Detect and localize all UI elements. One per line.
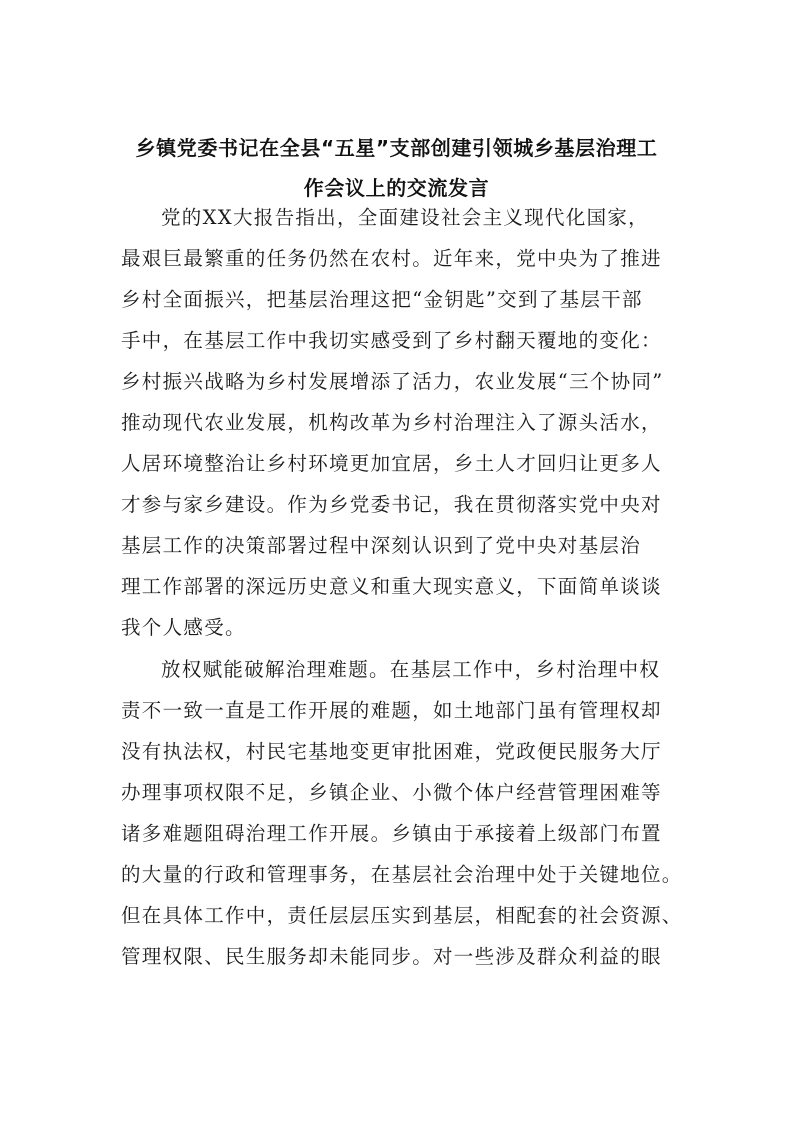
paragraph-1-line-4: 手中，在基层工作中我切实感受到了乡村翻天覆地的变化：	[121, 329, 662, 352]
paragraph-2-line-8: 管理权限、民生服务却未能同步。对一些涉及群众利益的眼	[121, 945, 662, 968]
paragraph-1-line-1: 党的XX大报告指出，全面建设社会主义现代化国家，	[161, 206, 649, 229]
paragraph-1-line-5: 乡村振兴战略为乡村发展增添了活力，农业发展“三个协同”	[121, 370, 664, 393]
paragraph-2-line-6: 的大量的行政和管理事务，在基层社会治理中处于关键地位。	[121, 863, 683, 886]
paragraph-1-line-3: 乡村全面振兴，把基层治理这把“金钥匙”交到了基层干部	[121, 288, 643, 311]
paragraph-1-line-9: 基层工作的决策部署过程中深刻认识到了党中央对基层治	[121, 534, 642, 557]
paragraph-2-line-7: 但在具体工作中，责任层层压实到基层，相配套的社会资源、	[121, 904, 683, 927]
paragraph-1-line-10: 理工作部署的深远历史意义和重大现实意义，下面简单谈谈	[121, 575, 662, 598]
paragraph-1-line-7: 人居环境整治让乡村环境更加宜居，乡土人才回归让更多人	[121, 452, 662, 475]
paragraph-2-line-3: 没有执法权，村民宅基地变更审批困难，党政便民服务大厅	[121, 740, 662, 763]
paragraph-1-line-2: 最艰巨最繁重的任务仍然在农村。近年来，党中央为了推进	[121, 247, 662, 270]
paragraph-2-line-5: 诸多难题阻碍治理工作开展。乡镇由于承接着上级部门布置	[121, 822, 662, 845]
paragraph-2-line-2: 责不一致一直是工作开展的难题，如土地部门虽有管理权却	[121, 699, 662, 722]
paragraph-1-line-8: 才参与家乡建设。作为乡党委书记，我在贯彻落实党中央对	[121, 493, 662, 516]
paragraph-2-line-4: 办理事项权限不足，乡镇企业、小微个体户经营管理困难等	[121, 781, 662, 804]
paragraph-1-line-11: 我个人感受。	[121, 616, 246, 639]
document-title-line-1: 乡镇党委书记在全县“五星”支部创建引领城乡基层治理工	[135, 136, 658, 160]
paragraph-2-line-1: 放权赋能破解治理难题。在基层工作中，乡村治理中权	[161, 658, 661, 681]
paragraph-1-line-6: 推动现代农业发展，机构改革为乡村治理注入了源头活水，	[121, 411, 662, 434]
document-title-line-2: 作会议上的交流发言	[303, 176, 490, 200]
